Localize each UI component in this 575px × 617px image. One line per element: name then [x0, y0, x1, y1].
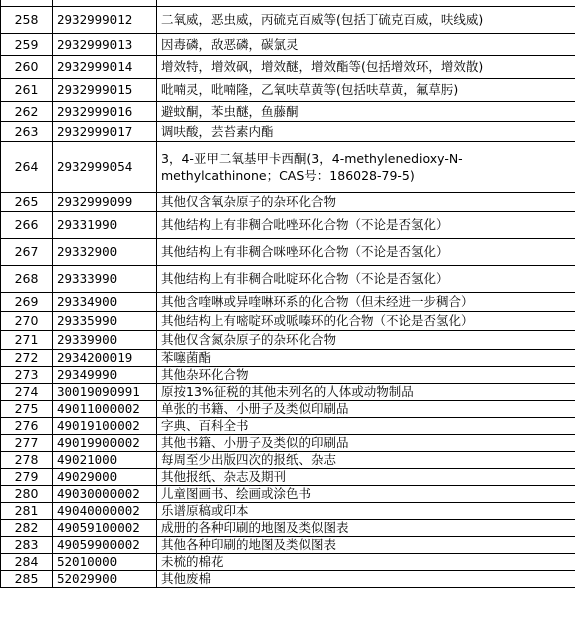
hs-code: 29349990: [53, 366, 157, 383]
row-number: 268: [1, 265, 53, 292]
table-row: [1, 78, 575, 101]
table-row: [1, 265, 575, 292]
row-number: 270: [1, 311, 53, 330]
hs-code: 29331990: [53, 211, 157, 238]
hs-code: 49059100002: [53, 519, 157, 536]
table-row: [1, 121, 575, 141]
row-number: 282: [1, 519, 53, 536]
commodity-description: 其他结构上有嘧啶环或哌嗪环的化合物（不论是否氢化）: [157, 311, 575, 330]
table-row: [1, 33, 575, 55]
table-row: [1, 101, 575, 121]
commodity-description: 其他仅含氧杂原子的杂环化合物: [157, 192, 575, 211]
row-number: 262: [1, 101, 53, 121]
row-number: 280: [1, 485, 53, 502]
row-number: 269: [1, 292, 53, 311]
hs-code: 29333990: [53, 265, 157, 292]
row-number: 283: [1, 536, 53, 553]
row-number: 284: [1, 553, 53, 570]
row-number: 274: [1, 383, 53, 400]
table-row: [1, 192, 575, 211]
table-row: [1, 400, 575, 417]
table-row: [1, 434, 575, 451]
table-row: [1, 6, 575, 33]
table-row: [1, 292, 575, 311]
table-row: [1, 536, 575, 553]
hs-code: 49019100002: [53, 417, 157, 434]
commodity-description: 其他结构上有非稠合咪唑环化合物（不论是否氢化）: [157, 238, 575, 265]
table-row: [1, 553, 575, 570]
commodity-description: 原按13%征税的其他未列名的人体或动物制品: [157, 383, 575, 400]
row-number: 265: [1, 192, 53, 211]
hs-code: 2932999099: [53, 192, 157, 211]
hs-code: 29334900: [53, 292, 157, 311]
commodity-description: 单张的书籍、小册子及类似印刷品: [157, 400, 575, 417]
commodity-description: 其他含喹啉或异喹啉环系的化合物（但未经进一步稠合）: [157, 292, 575, 311]
commodity-description: 成册的各种印刷的地图及类似图表: [157, 519, 575, 536]
hs-code: 49019900002: [53, 434, 157, 451]
commodity-description: 其他书籍、小册子及类似的印刷品: [157, 434, 575, 451]
table-row: [1, 485, 575, 502]
row-number: 258: [1, 6, 53, 33]
table-row: [1, 502, 575, 519]
commodity-description: 字典、百科全书: [157, 417, 575, 434]
commodity-description: 其他结构上有非稠合吡啶环化合物（不论是否氢化）: [157, 265, 575, 292]
row-number: 271: [1, 330, 53, 349]
table-row: [1, 451, 575, 468]
table-row: [1, 311, 575, 330]
hs-code: 30019090991: [53, 383, 157, 400]
hs-code: 29339900: [53, 330, 157, 349]
commodity-description: 调呋酸，芸苔素内酯: [157, 121, 575, 141]
row-number: 267: [1, 238, 53, 265]
hs-code: 2932999015: [53, 78, 157, 101]
commodity-description: 因毒磷，敌恶磷，碳氯灵: [157, 33, 575, 55]
row-number: 259: [1, 33, 53, 55]
commodity-table-body: [1, 0, 575, 587]
hs-code: 49030000002: [53, 485, 157, 502]
commodity-description: 其他杂环化合物: [157, 366, 575, 383]
hs-code: 49021000: [53, 451, 157, 468]
commodity-description: 每周至少出版四次的报纸、杂志: [157, 451, 575, 468]
table-row: [1, 383, 575, 400]
commodity-description: 吡喃灵，吡喃隆，乙氧呋草黄等(包括呋草黄，氟草肟): [157, 78, 575, 101]
table-row: [1, 349, 575, 366]
commodity-description: 增效特，增效砜，增效醚，增效酯等(包括增效环，增效散): [157, 55, 575, 78]
table-row: [1, 330, 575, 349]
row-number: 279: [1, 468, 53, 485]
table-row: [1, 417, 575, 434]
row-number: 261: [1, 78, 53, 101]
row-number: 281: [1, 502, 53, 519]
table-row: [1, 468, 575, 485]
hs-code: 2932999054: [53, 141, 157, 192]
row-number: 285: [1, 570, 53, 587]
commodity-description: 未梳的棉花: [157, 553, 575, 570]
hs-code: 49011000002: [53, 400, 157, 417]
commodity-description: 其他结构上有非稠合吡唑环化合物（不论是否氢化）: [157, 211, 575, 238]
commodity-description: 其他报纸、杂志及期刊: [157, 468, 575, 485]
row-number: 273: [1, 366, 53, 383]
hs-code: 2932999014: [53, 55, 157, 78]
hs-code: 29332900: [53, 238, 157, 265]
hs-code: 49029000: [53, 468, 157, 485]
row-number: 275: [1, 400, 53, 417]
row-number: 264: [1, 141, 53, 192]
hs-code: 2932999017: [53, 121, 157, 141]
hs-code: 2932999013: [53, 33, 157, 55]
commodity-description: 避蚊酮，苯虫醚，鱼藤酮: [157, 101, 575, 121]
row-number: 263: [1, 121, 53, 141]
table-row: [1, 211, 575, 238]
row-number: 260: [1, 55, 53, 78]
hs-code: 49040000002: [53, 502, 157, 519]
commodity-description: 二氧威，恶虫威，丙硫克百威等(包括丁硫克百威，呋线威): [157, 6, 575, 33]
commodity-description: 其他各种印刷的地图及类似图表: [157, 536, 575, 553]
commodity-description: 苯噻菌酯: [157, 349, 575, 366]
row-number: 276: [1, 417, 53, 434]
hs-code: 2932999012: [53, 6, 157, 33]
commodity-description: 其他仅含氮杂原子的杂环化合物: [157, 330, 575, 349]
hs-code: 2934200019: [53, 349, 157, 366]
commodity-description: 儿童图画书、绘画或涂色书: [157, 485, 575, 502]
commodity-description: 乐谱原稿或印本: [157, 502, 575, 519]
table-row: [1, 141, 575, 192]
table-row: [1, 238, 575, 265]
table-row: [1, 519, 575, 536]
table-row: [1, 570, 575, 587]
table-row: [1, 55, 575, 78]
row-number: 277: [1, 434, 53, 451]
hs-code: 52029900: [53, 570, 157, 587]
row-number: 272: [1, 349, 53, 366]
hs-code: 29335990: [53, 311, 157, 330]
table-row: [1, 366, 575, 383]
row-number: 278: [1, 451, 53, 468]
hs-code: 52010000: [53, 553, 157, 570]
row-number: 266: [1, 211, 53, 238]
hs-code: 49059900002: [53, 536, 157, 553]
commodity-description: 其他废棉: [157, 570, 575, 587]
commodity-description: 3，4-亚甲二氧基甲卡西酮(3，4-methylenedioxy-N-methylcathinone；CAS号：186028-79-5): [157, 141, 575, 192]
hs-code: 2932999016: [53, 101, 157, 121]
